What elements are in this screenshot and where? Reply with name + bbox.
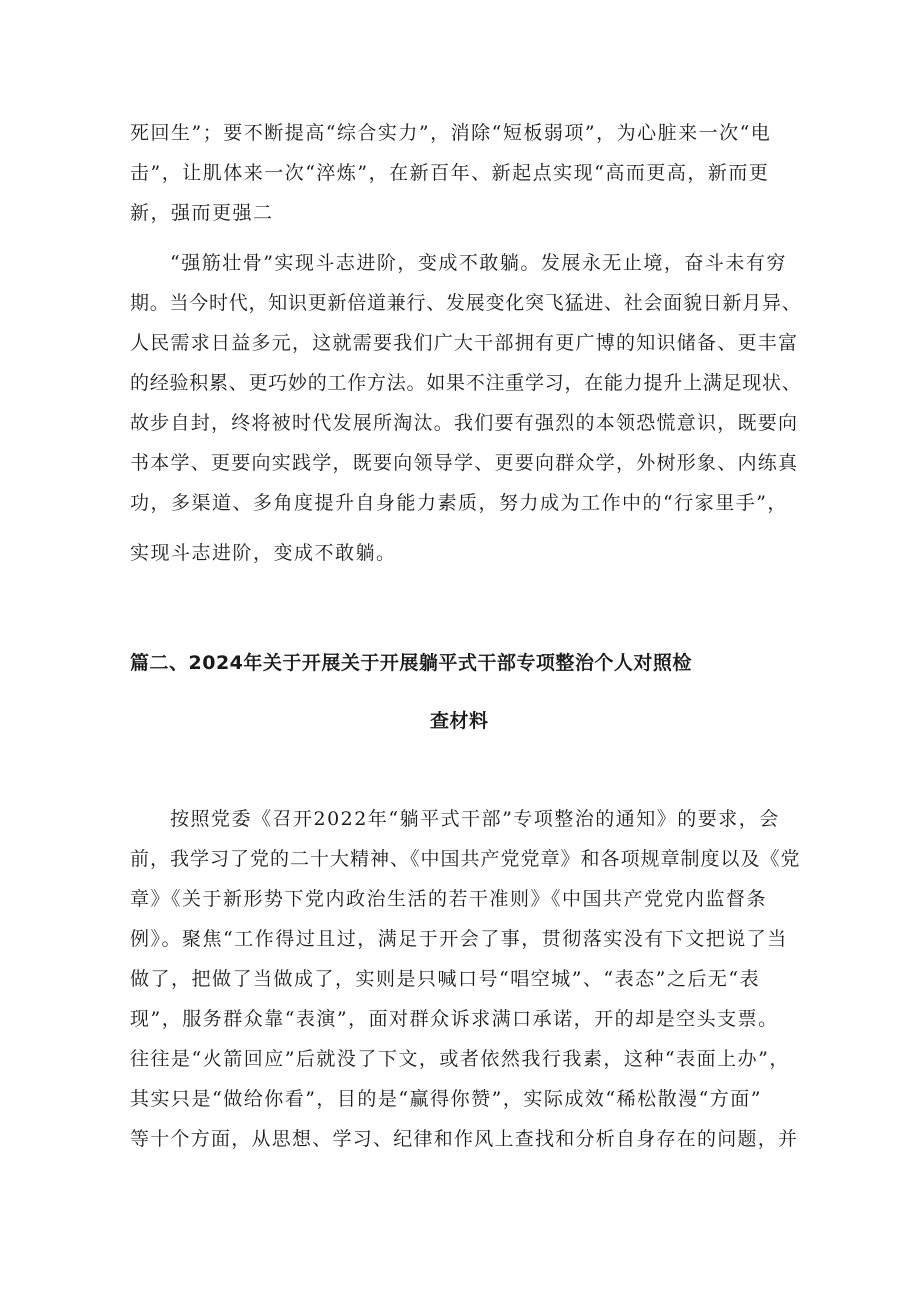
paragraph-line: 现”，服务群众靠“表演”，面对群众诉求满口承诺，开的却是空头支票。 (130, 1008, 779, 1030)
paragraph-line: 的经验积累、更巧妙的工作方法。如果不注重学习，在能力提升上满足现状、 (130, 372, 802, 394)
paragraph-line: 故步自封，终将被时代发展所淘汰。我们要有强烈的本领恐慌意识，既要向 (130, 412, 799, 434)
section-heading-continuation: 查材料 (430, 710, 489, 732)
paragraph-line: 章》《关于新形势下党内政治生活的若干准则》《中国共产党党内监督条 (130, 888, 768, 910)
paragraph-line: 死回生”；要不断提高“综合实力”，消除“短板弱项”，为心脏来一次“电 (130, 122, 772, 144)
paragraph-line: 人民需求日益多元，这就需要我们广大干部拥有更广博的知识储备、更丰富 (130, 332, 799, 354)
paragraph-line: 期。当今时代，知识更新倍道兼行、发展变化突飞猛进、社会面貌日新月异、 (130, 292, 802, 314)
section-heading: 篇二、2024年关于开展关于开展躺平式干部专项整治个人对照检 (130, 652, 692, 674)
paragraph-line: 击”，让肌体来一次“淬炼”，在新百年、新起点实现“高而更高，新而更 (130, 162, 770, 184)
paragraph-line: 按照党委《召开2022年“躺平式干部”专项整治的通知》的要求，会 (170, 808, 780, 830)
paragraph-line: 等十个方面，从思想、学习、纪律和作风上查找和分析自身存在的问题，并 (130, 1128, 799, 1150)
paragraph-line: 新，强而更强二 (130, 202, 274, 224)
paragraph-line: 前，我学习了党的二十大精神、《中国共产党党章》和各项规章制度以及《党 (130, 848, 801, 870)
paragraph-line: 往往是“火箭回应”后就没了下文，或者依然我行我素，这种“表面上办”， (130, 1048, 790, 1070)
paragraph-line: “强筋壮骨”实现斗志进阶，变成不敢躺。发展永无止境，奋斗未有穷 (170, 252, 787, 274)
paragraph-line: 做了，把做了当做成了，实则是只喊口号“唱空城”、“表态”之后无“表 (130, 968, 761, 990)
paragraph-line: 功，多渠道、多角度提升自身能力素质，努力成为工作中的“行家里手”， (130, 492, 788, 514)
paragraph-line: 实现斗志进阶，变成不敢躺。 (130, 542, 397, 564)
paragraph-line: 例》。聚焦“工作得过且过，满足于开会了事，贯彻落实没有下文把说了当 (130, 928, 788, 950)
paragraph-line: 其实只是“做给你看”，目的是“赢得你赞”，实际成效“稀松散漫“方面” (130, 1088, 762, 1110)
paragraph-line: 书本学、更要向实践学，既要向领导学、更要向群众学，外树形象、内练真 (130, 452, 799, 474)
